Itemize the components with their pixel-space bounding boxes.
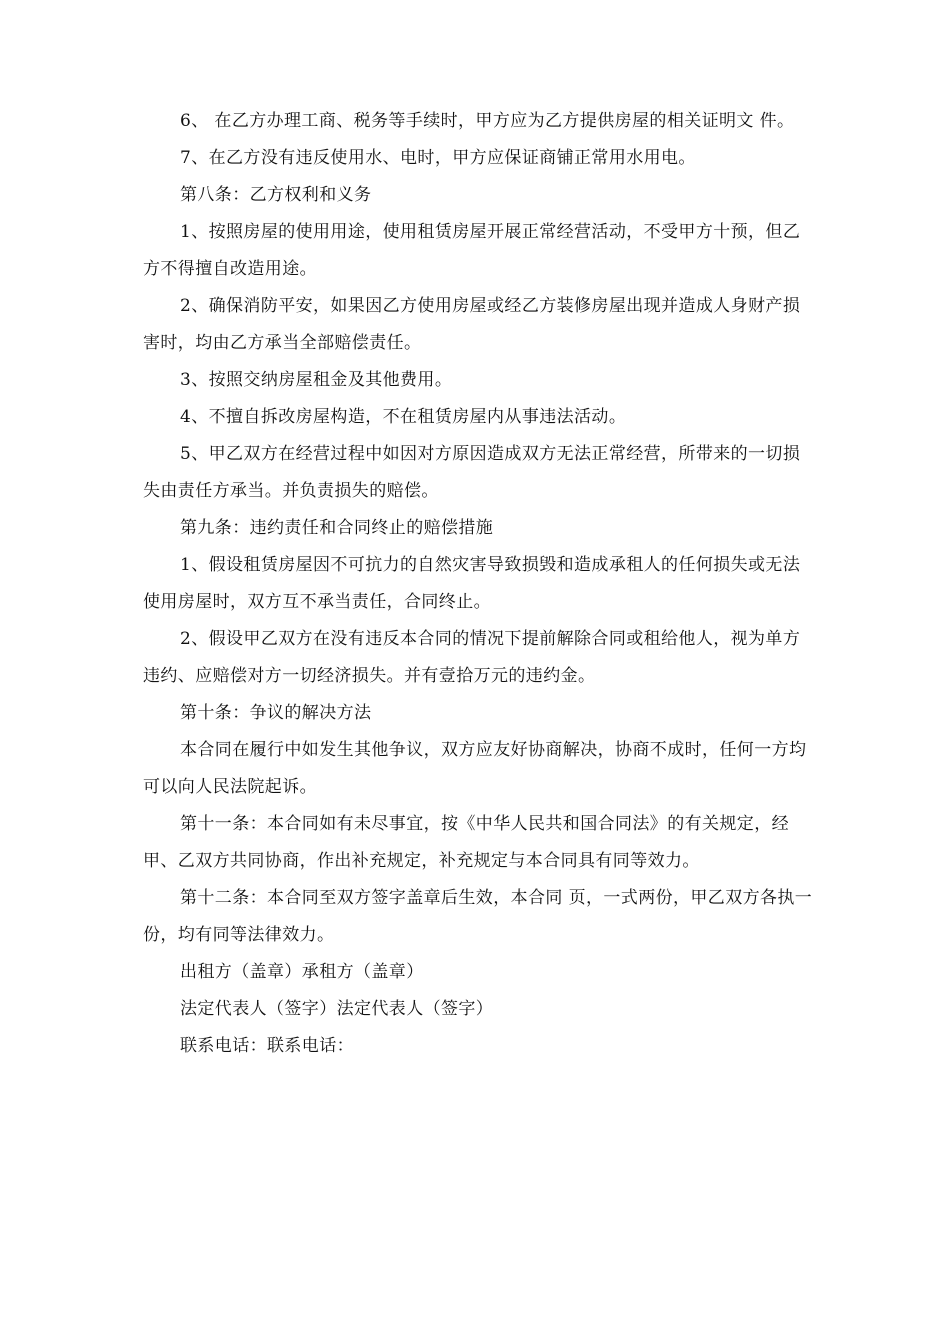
article-10-body: 本合同在履行中如发生其他争议，双方应友好协商解决，协商不成时，任何一方均可以向人民法院起诉。 — [143, 740, 807, 797]
clause-6-landlord-documents: 6、 在乙方办理工商、税务等手续时，甲方应为乙方提供房屋的相关证明文 件。 — [180, 111, 795, 131]
article-8-item-1: 1、按照房屋的使用用途，使用租赁房屋开展正常经营活动，不受甲方十预，但乙方不得擅自改造用途。 — [143, 222, 801, 279]
signature-representative-line: 法定代表人（签字）法定代表人（签字） — [180, 999, 494, 1019]
article-8-item-2: 2、确保消防平安，如果因乙方使用房屋或经乙方装修房屋出现并造成人身财产损害时，均由乙方承当全部赔偿责任。 — [143, 296, 801, 353]
signature-seal-line: 出租方（盖章）承租方（盖章） — [180, 962, 424, 982]
article-8-item-5: 5、甲乙双方在经营过程中如因对方原因造成双方无法正常经营，所带来的一切损失由责任方承当。并负责损失的赔偿。 — [143, 444, 801, 501]
article-8-heading: 第八条：乙方权利和义务 — [180, 185, 372, 205]
article-9-heading: 第九条：违约责任和合同终止的赔偿措施 — [180, 518, 494, 538]
article-8-item-4: 4、不擅自拆改房屋构造，不在租赁房屋内从事违法活动。 — [180, 407, 627, 427]
article-11: 第十一条：本合同如有未尽事宜，按《中华人民共和国合同法》的有关规定，经甲、乙双方共同协商，作出补充规定，补充规定与本合同具有同等效力。 — [143, 814, 789, 871]
article-10-heading: 第十条：争议的解决方法 — [180, 703, 372, 723]
article-8-item-3: 3、按照交纳房屋租金及其他费用。 — [180, 370, 453, 390]
contract-body — [143, 103, 813, 1065]
article-9-item-2: 2、假设甲乙双方在没有违反本合同的情况下提前解除合同或租给他人，视为单方违约、应赔偿对方一切经济损失。并有壹拾万元的违约金。 — [143, 629, 801, 686]
contact-phone-line: 联系电话：联系电话： — [180, 1036, 354, 1056]
article-12: 第十二条：本合同至双方签字盖章后生效，本合同 页，一式两份，甲乙双方各执一份，均有同等法律效力。 — [143, 888, 813, 945]
article-9-item-1: 1、假设租赁房屋因不可抗力的自然灾害导致损毁和造成承租人的任何损失或无法使用房屋时，双方互不承当责任，合同终止。 — [143, 555, 801, 612]
clause-7-water-electricity: 7、在乙方没有违反使用水、电时，甲方应保证商铺正常用水用电。 — [180, 148, 696, 168]
